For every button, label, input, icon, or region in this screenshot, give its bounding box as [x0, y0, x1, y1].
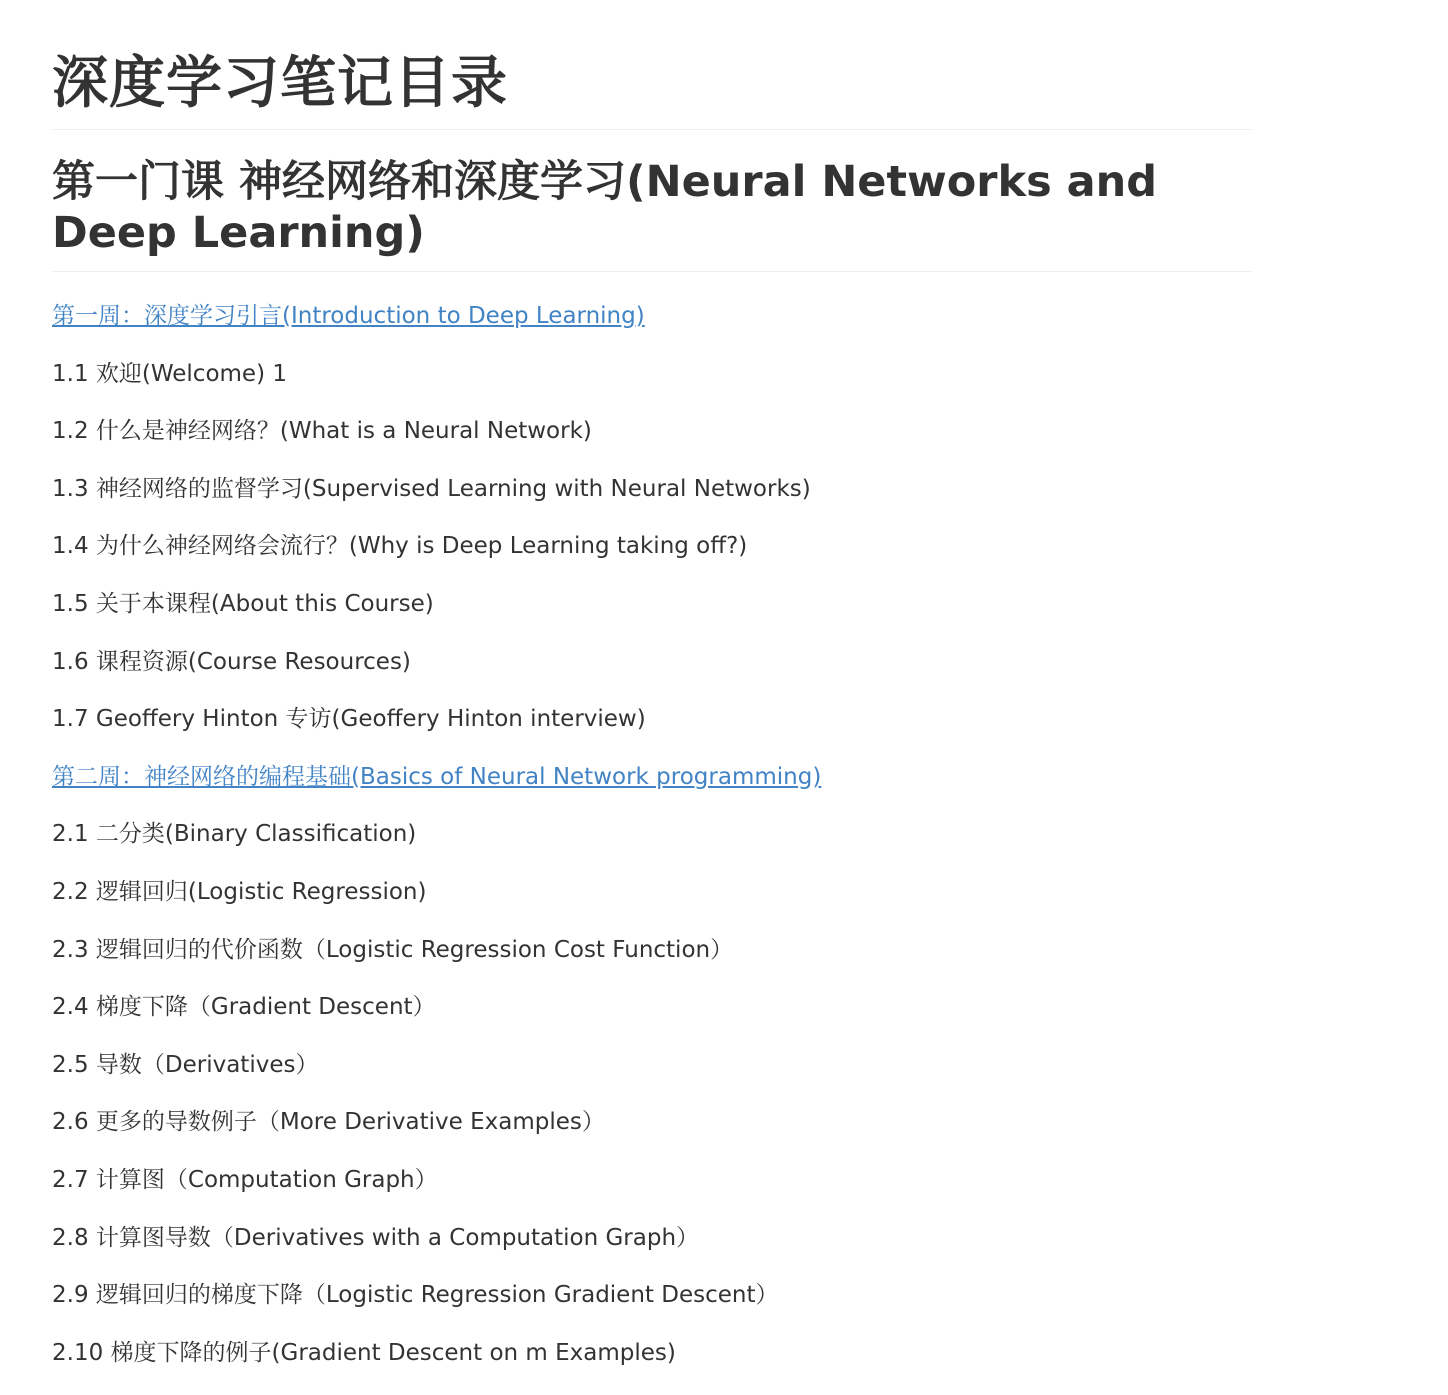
lesson-entry: 2.7 计算图（Computation Graph） — [52, 1166, 438, 1193]
lesson-entry: 2.3 逻辑回归的代价函数（Logistic Regression Cost Function） — [52, 936, 734, 963]
toc-item — [52, 1050, 1252, 1108]
table-of-contents — [52, 272, 1252, 1395]
lesson-entry: 1.6 课程资源(Course Resources) — [52, 648, 411, 675]
week-link[interactable]: 第一周：深度学习引言(Introduction to Deep Learning) — [52, 303, 645, 329]
lesson-entry: 2.6 更多的导数例子（More Derivative Examples） — [52, 1109, 605, 1136]
toc-item[interactable] — [52, 762, 1252, 820]
lesson-entry: 2.5 导数（Derivatives） — [52, 1051, 319, 1078]
toc-item — [52, 877, 1252, 935]
toc-item — [52, 647, 1252, 705]
toc-item — [52, 531, 1252, 589]
lesson-entry: 2.2 逻辑回归(Logistic Regression) — [52, 878, 427, 905]
toc-item — [52, 1223, 1252, 1281]
lesson-entry: 1.3 神经网络的监督学习(Supervised Learning with Neural Networks) — [52, 475, 811, 502]
toc-item — [52, 819, 1252, 877]
lesson-entry: 1.7 Geoffery Hinton 专访(Geoffery Hinton interview) — [52, 706, 646, 733]
toc-item — [52, 935, 1252, 993]
toc-item — [52, 1280, 1252, 1338]
toc-item — [52, 474, 1252, 532]
lesson-entry: 2.9 逻辑回归的梯度下降（Logistic Regression Gradient Descent） — [52, 1282, 779, 1309]
toc-item — [52, 416, 1252, 474]
lesson-entry: 1.1 欢迎(Welcome) 1 — [52, 360, 287, 387]
lesson-entry: 1.5 关于本课程(About this Course) — [52, 590, 434, 617]
toc-item — [52, 1165, 1252, 1223]
lesson-entry: 1.2 什么是神经网络？(What is a Neural Network) — [52, 418, 592, 445]
toc-item — [52, 1107, 1252, 1165]
toc-item — [52, 589, 1252, 647]
lesson-entry: 2.10 梯度下降的例子(Gradient Descent on m Examples) — [52, 1339, 676, 1366]
lesson-entry: 2.4 梯度下降（Gradient Descent） — [52, 994, 436, 1021]
toc-item — [52, 992, 1252, 1050]
toc-item[interactable] — [52, 301, 1252, 359]
lesson-entry: 2.1 二分类(Binary Classification) — [52, 821, 417, 848]
toc-item — [52, 1338, 1252, 1395]
toc-item — [52, 359, 1252, 417]
page-title: 深度学习笔记目录 — [52, 51, 508, 116]
lesson-entry: 2.8 计算图导数（Derivatives with a Computation Graph） — [52, 1224, 700, 1251]
lesson-entry: 1.4 为什么神经网络会流行？(Why is Deep Learning taking off?) — [52, 533, 748, 560]
toc-item — [52, 704, 1252, 762]
week-link[interactable]: 第二周：神经网络的编程基础(Basics of Neural Network programming) — [52, 763, 822, 790]
course-heading: 第一门课 神经网络和深度学习(Neural Networks and Deep Learning) — [52, 157, 1158, 258]
